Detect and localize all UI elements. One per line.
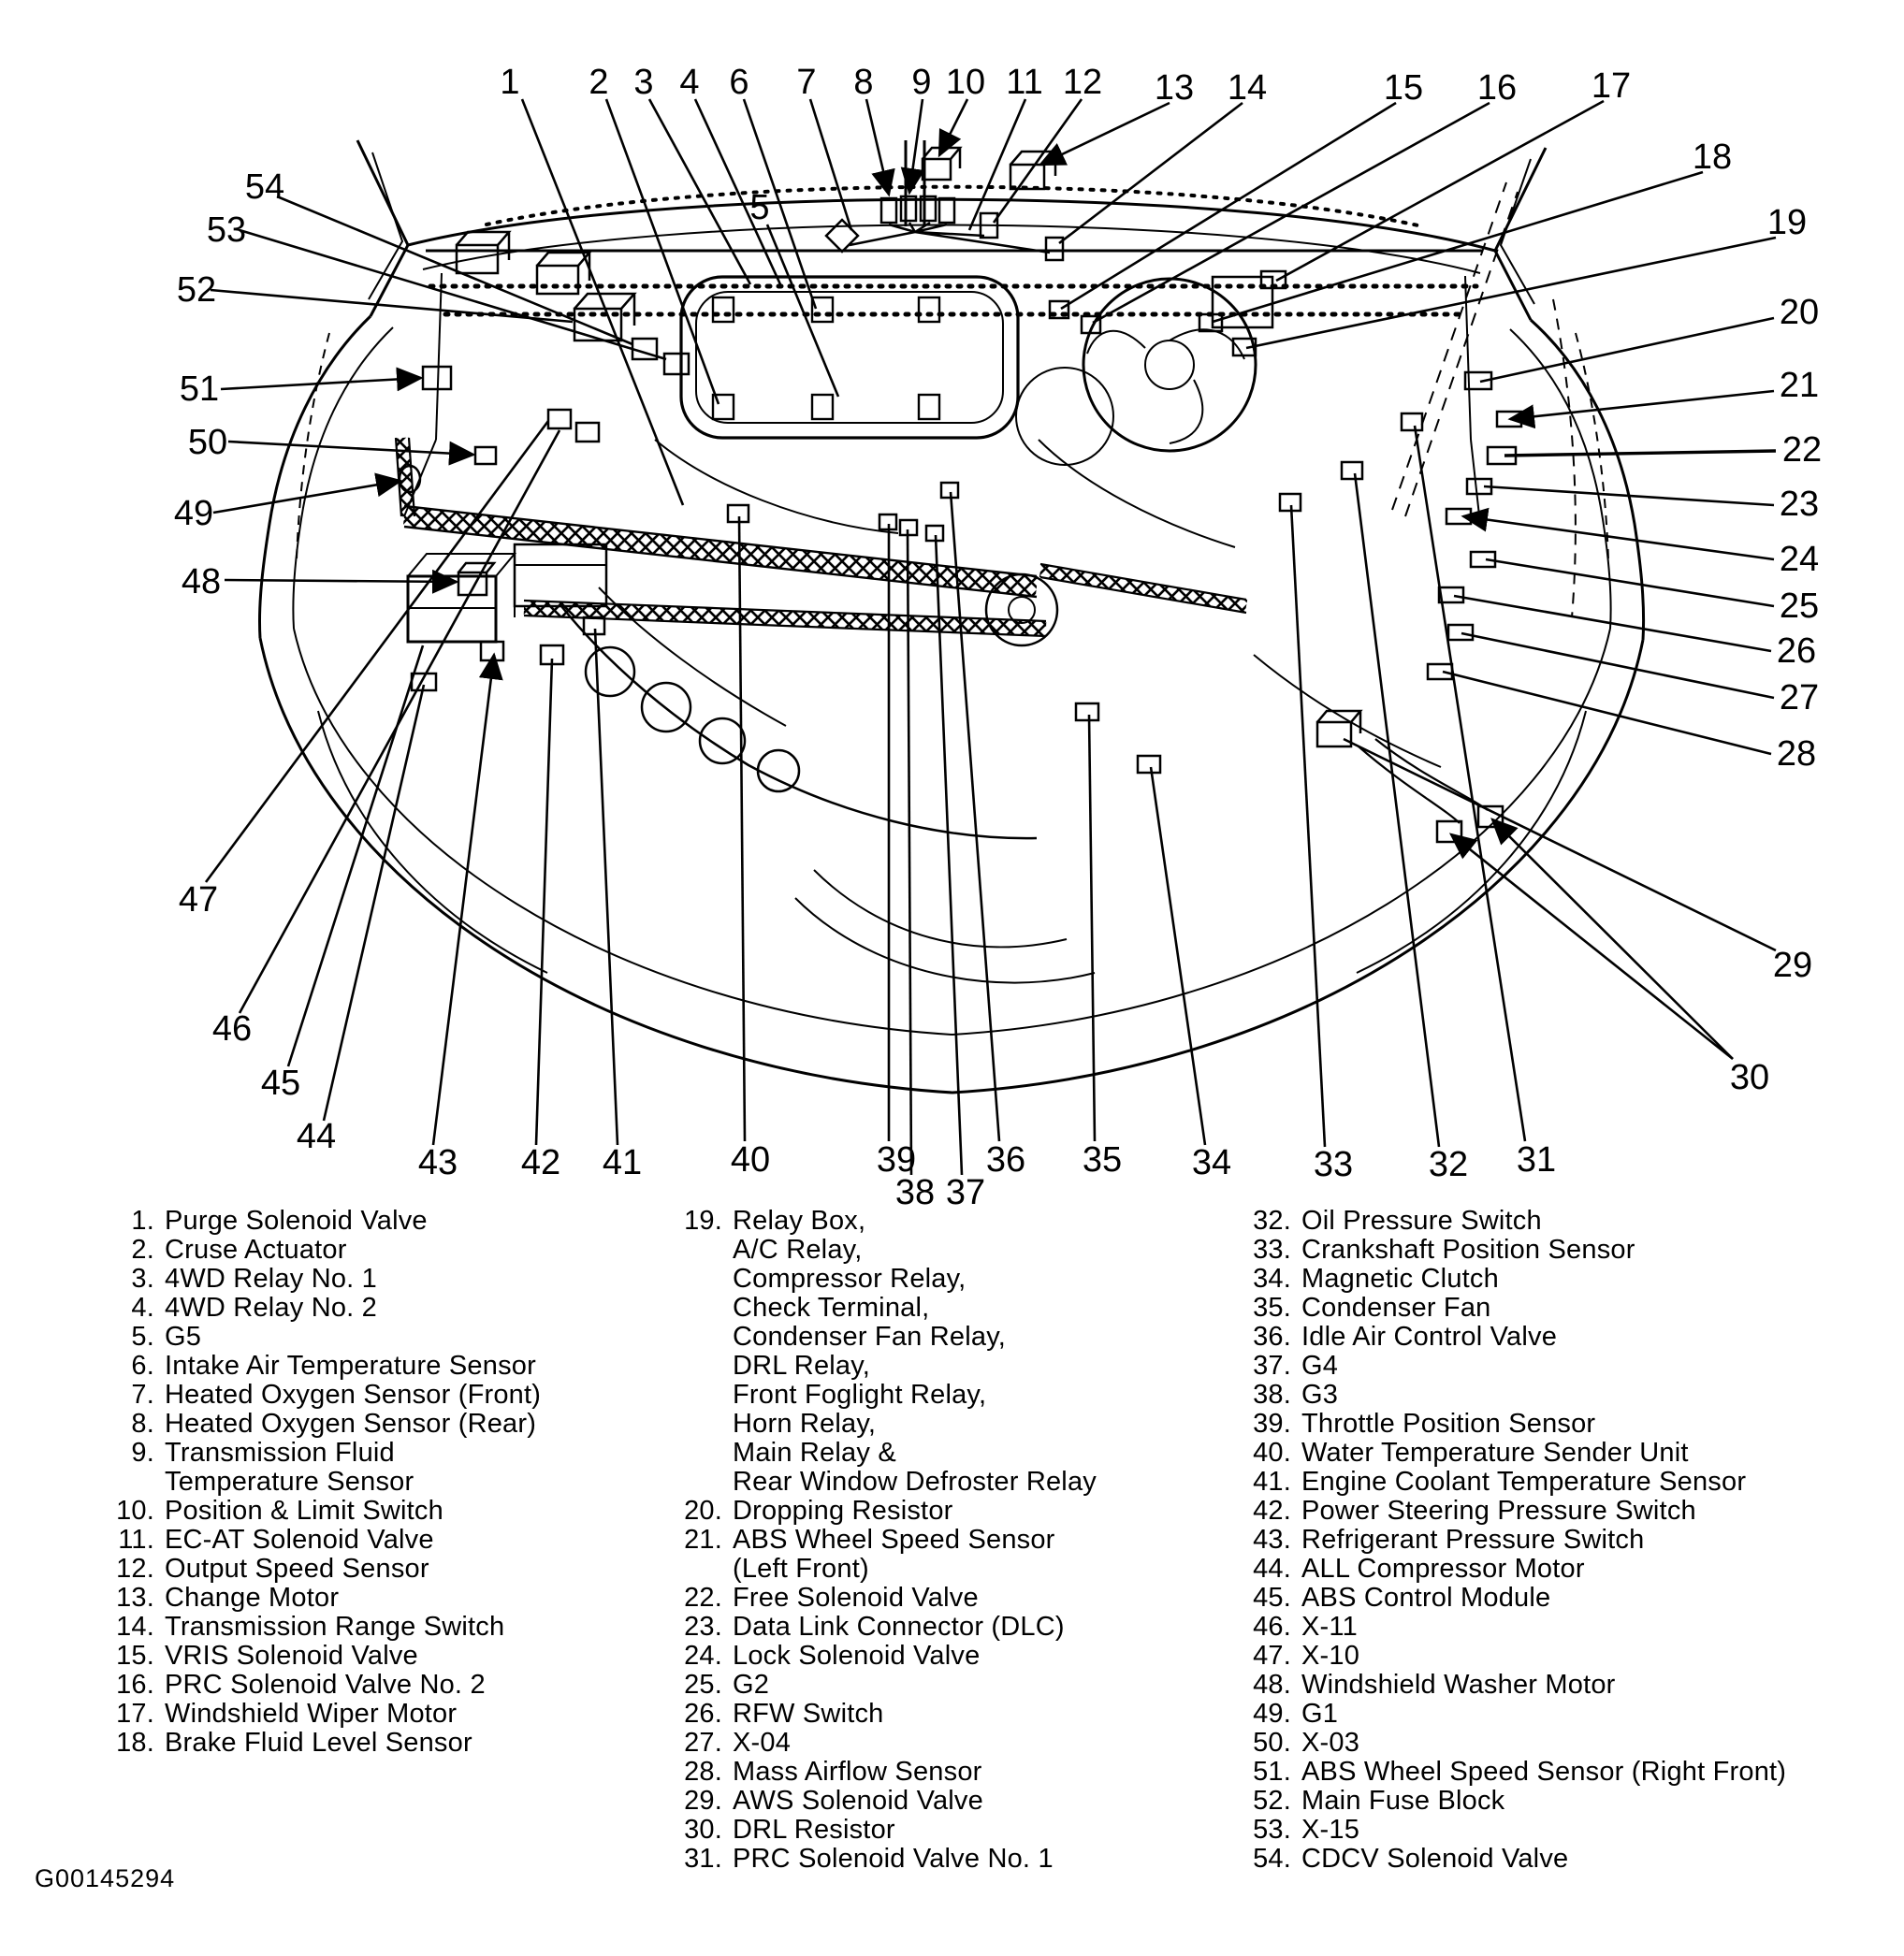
legend-item-number: 9. [131,1438,154,1468]
legend-item-number: 51. [1253,1757,1291,1787]
callout-13: 13 [1154,68,1195,108]
legend-item-number: 21. [684,1525,722,1555]
legend-item-number: 15. [116,1641,154,1671]
connector [1138,756,1160,773]
legend-item-label: Water Temperature Sender Unit [1301,1438,1689,1468]
legend-item [664,1787,1244,1816]
legend-item [1233,1294,1902,1323]
legend-item-number: 34. [1253,1264,1291,1294]
callout-8: 8 [853,63,874,102]
legend-item-number: 45. [1253,1583,1291,1613]
legend-item-number: 39. [1253,1409,1291,1439]
legend-item [1233,1497,1902,1526]
legend-item-number [664,1352,722,1381]
legend-item-label: Transmission Fluid [165,1438,395,1468]
legend-item [664,1816,1244,1845]
legend-item-label: G2 [733,1670,770,1700]
legend-item-number: 7. [131,1380,154,1410]
legend-item-number: 11. [118,1525,154,1555]
legend-item-number: 22. [684,1583,722,1613]
legend-item-number: 13. [116,1583,154,1613]
legend-item [96,1497,658,1526]
legend-item-number: 47. [1253,1641,1291,1671]
connector-box [1317,722,1351,746]
legend-item-continuation [664,1439,1244,1468]
connector [919,297,939,322]
legend-item-label: A/C Relay, [733,1235,863,1265]
legend-item-label: Dropping Resistor [733,1496,953,1526]
callout-54: 54 [244,167,285,207]
legend-item-label: 4WD Relay No. 1 [165,1264,378,1294]
legend-item [664,1613,1244,1642]
legend-item [96,1352,658,1381]
callout-38: 38 [894,1173,936,1212]
callout-53: 53 [206,210,247,250]
connector [1402,413,1422,430]
legend-item-label: X-11 [1301,1612,1358,1642]
legend-item-number [664,1236,722,1265]
legend-item-label: VRIS Solenoid Valve [165,1641,418,1671]
legend-item-label: Power Steering Pressure Switch [1301,1496,1696,1526]
legend-item [664,1758,1244,1787]
legend-item-continuation [664,1352,1244,1381]
legend-item-label: ABS Control Module [1301,1583,1551,1613]
legend-column-3 [1233,1207,1902,1874]
legend-item [96,1700,658,1729]
legend-item-number: 42. [1253,1496,1291,1526]
legend-item-number: 48. [1253,1670,1291,1700]
callout-18: 18 [1692,138,1733,177]
condenser-fan-circle [1083,279,1256,451]
legend-item-label: DRL Resistor [733,1815,895,1845]
callout-49: 49 [173,494,214,533]
legend-item-number: 12. [116,1554,154,1584]
legend-item-label: Windshield Washer Motor [1301,1670,1616,1700]
connector-box [923,159,951,180]
legend-item-continuation [664,1468,1244,1497]
legend-item-number: 3. [131,1264,154,1294]
legend-item [664,1845,1244,1874]
callout-6: 6 [729,63,749,102]
legend-item [96,1439,658,1468]
callout-32: 32 [1428,1145,1469,1184]
callout-2: 2 [589,63,609,102]
callout-19: 19 [1766,203,1808,242]
legend-item [1233,1207,1902,1236]
legend-item-continuation [664,1555,1244,1584]
legend-item-continuation [664,1236,1244,1265]
legend-item-number: 49. [1253,1699,1291,1729]
legend-item-label: Heated Oxygen Sensor (Rear) [165,1409,537,1439]
legend-item [96,1323,658,1352]
legend-column-1 [96,1207,658,1758]
legend-item-label: Purge Solenoid Valve [165,1206,428,1236]
legend-item-label: Free Solenoid Valve [733,1583,979,1613]
legend-item-label: Brake Fluid Level Sensor [165,1728,472,1758]
legend-item-label: X-10 [1301,1641,1360,1671]
legend-item-number [664,1294,722,1323]
legend-item-label: Magnetic Clutch [1301,1264,1499,1294]
legend-item-label: ABS Wheel Speed Sensor [733,1525,1055,1555]
callout-9: 9 [911,63,932,102]
legend-item [96,1265,658,1294]
legend-item-label: Check Terminal, [733,1293,930,1323]
legend-item [664,1584,1244,1613]
legend-item-number: 2. [131,1235,154,1265]
legend-item-label: Condenser Fan Relay, [733,1322,1007,1352]
legend-item-number: 18. [116,1728,154,1758]
legend-item-number: 14. [116,1612,154,1642]
callout-15: 15 [1383,68,1424,108]
callout-43: 43 [417,1143,458,1182]
connector [475,447,496,464]
legend-item-label: Refrigerant Pressure Switch [1301,1525,1645,1555]
connector [713,297,734,322]
legend-item [96,1642,658,1671]
callout-28: 28 [1776,734,1817,774]
connector [664,354,689,374]
callout-35: 35 [1082,1140,1123,1180]
callout-36: 36 [985,1140,1026,1180]
legend-item-number: 54. [1253,1844,1291,1874]
legend-item-label: DRL Relay, [733,1351,871,1381]
right-side-components [1016,271,1576,842]
leader-lines [206,99,1776,1175]
lower-engine-detail [561,440,1235,983]
connector [1428,664,1452,679]
legend-item [96,1671,658,1700]
legend-item-number: 50. [1253,1728,1291,1758]
legend-item [1233,1468,1902,1497]
legend-item-label: Main Fuse Block [1301,1786,1505,1816]
legend-item-number: 19. [684,1206,722,1236]
callout-3: 3 [633,63,654,102]
legend-item-label: Engine Coolant Temperature Sensor [1301,1467,1747,1497]
callout-34: 34 [1191,1143,1232,1182]
figure-id: G00145294 [35,1864,176,1892]
legend-item [96,1207,658,1236]
callout-41: 41 [602,1143,643,1182]
legend-item [664,1207,1244,1236]
callout-42: 42 [520,1143,561,1182]
legend-item-number: 1. [131,1206,154,1236]
legend-item [96,1584,658,1613]
legend-column-2 [664,1207,1244,1874]
callout-20: 20 [1779,293,1820,332]
legend-item-label: Transmission Range Switch [165,1612,505,1642]
legend-item-number [664,1265,722,1294]
legend-item-label: PRC Solenoid Valve No. 1 [733,1844,1054,1874]
legend-item-number: 8. [131,1409,154,1439]
legend-item-number: 31. [684,1844,722,1874]
legend-item-number [664,1555,722,1584]
component-box [515,544,606,606]
legend-item [1233,1613,1902,1642]
callout-7: 7 [796,63,817,102]
legend-item-continuation [664,1323,1244,1352]
legend-item-number: 27. [684,1728,722,1758]
legend-item-number: 23. [684,1612,722,1642]
legend-item-number [664,1381,722,1410]
legend-item-label: Intake Air Temperature Sensor [165,1351,536,1381]
callout-52: 52 [176,270,217,310]
callout-12: 12 [1062,63,1103,102]
legend-item-number: 25. [684,1670,722,1700]
legend-item-label: X-15 [1301,1815,1360,1845]
legend-item-label: (Left Front) [733,1554,869,1584]
legend-item-number: 26. [684,1699,722,1729]
callout-23: 23 [1779,485,1820,524]
legend-item [1233,1671,1902,1700]
legend-item-label: ABS Wheel Speed Sensor (Right Front) [1301,1757,1787,1787]
legend-item-number: 43. [1253,1525,1291,1555]
legend-item-label: G5 [165,1322,202,1352]
legend-item-label: Condenser Fan [1301,1293,1491,1323]
legend-item [96,1555,658,1584]
legend-item-label: Lock Solenoid Valve [733,1641,981,1671]
legend-item-label: Windshield Wiper Motor [165,1699,458,1729]
connector-box [537,266,578,294]
legend-item [96,1613,658,1642]
legend-item-number: 44. [1253,1554,1291,1584]
legend-item-label: Output Speed Sensor [165,1554,429,1584]
legend-item-number: 17. [116,1699,154,1729]
legend-item-label: Rear Window Defroster Relay [733,1467,1097,1497]
legend-item [1233,1526,1902,1555]
legend-item-number: 52. [1253,1786,1291,1816]
legend-item [664,1700,1244,1729]
legend-item-number: 24. [684,1641,722,1671]
legend-item-number [664,1439,722,1468]
legend-item-number [664,1410,722,1439]
connector [548,410,571,428]
legend-item [1233,1787,1902,1816]
legend-item-number: 10. [116,1496,154,1526]
legend-item [1233,1845,1902,1874]
legend-item-label: RFW Switch [733,1699,884,1729]
legend-item-number: 33. [1253,1235,1291,1265]
callout-4: 4 [679,63,700,102]
callout-29: 29 [1772,946,1813,985]
legend-item-continuation [664,1410,1244,1439]
callout-27: 27 [1779,678,1820,717]
legend-item-label: Crankshaft Position Sensor [1301,1235,1635,1265]
legend-item-number: 28. [684,1757,722,1787]
callout-37: 37 [945,1173,986,1212]
legend-item [96,1381,658,1410]
legend-item-label: Throttle Position Sensor [1301,1409,1596,1439]
legend-item-number: 6. [131,1351,154,1381]
legend-item [664,1526,1244,1555]
legend-item-number: 36. [1253,1322,1291,1352]
callout-16: 16 [1476,68,1518,108]
legend-item-number: 32. [1253,1206,1291,1236]
legend-item-continuation [96,1468,658,1497]
legend-item [1233,1700,1902,1729]
callout-47: 47 [178,880,219,920]
connector [919,395,939,419]
legend-item-number: 41. [1253,1467,1291,1497]
callout-50: 50 [187,423,228,462]
legend-item-label: Front Foglight Relay, [733,1380,987,1410]
legend-item [96,1236,658,1265]
legend-item-label: G1 [1301,1699,1339,1729]
legend-item [96,1294,658,1323]
legend-item [1233,1265,1902,1294]
connector [881,198,896,223]
legend-item-continuation [664,1265,1244,1294]
connector [1342,462,1362,479]
callout-39: 39 [876,1140,917,1180]
legend-item [1233,1729,1902,1758]
legend-item-number: 30. [684,1815,722,1845]
legend-item-number [96,1468,154,1497]
legend-item-label: Data Link Connector (DLC) [733,1612,1065,1642]
legend-item-label: 4WD Relay No. 2 [165,1293,378,1323]
legend-item-label: G3 [1301,1380,1339,1410]
legend-item-label: Position & Limit Switch [165,1496,443,1526]
legend-item-label: G4 [1301,1351,1339,1381]
callout-10: 10 [945,63,986,102]
callout-26: 26 [1776,631,1817,671]
callout-22: 22 [1781,430,1823,470]
callout-24: 24 [1779,540,1820,579]
legend-item-label: Heated Oxygen Sensor (Front) [165,1380,542,1410]
connector [1448,625,1473,640]
legend-item-label: EC-AT Solenoid Valve [165,1525,434,1555]
callout-21: 21 [1779,366,1820,405]
legend-item [1233,1439,1902,1468]
cowl-harness-cluster [826,140,1100,333]
legend-item-number: 16. [116,1670,154,1700]
legend-item-number: 35. [1253,1293,1291,1323]
engine-cover [681,277,1018,438]
legend-item [1233,1410,1902,1439]
legend-item [1233,1758,1902,1787]
legend-item [96,1526,658,1555]
legend-item-number: 38. [1253,1380,1291,1410]
callout-25: 25 [1779,587,1820,626]
callout-14: 14 [1227,68,1268,108]
legend-item-label: Mass Airflow Sensor [733,1757,982,1787]
legend-item [1233,1236,1902,1265]
legend-item-number: 4. [131,1293,154,1323]
legend-item-label: Temperature Sensor [165,1467,414,1497]
legend-item-continuation [664,1294,1244,1323]
callout-31: 31 [1516,1140,1557,1180]
legend-item [1233,1584,1902,1613]
legend-item-number: 53. [1253,1815,1291,1845]
legend-item-label: X-04 [733,1728,792,1758]
connector-diamond [826,220,858,252]
legend-item-label: ALL Compressor Motor [1301,1554,1585,1584]
legend-item [1233,1642,1902,1671]
connector [812,395,833,419]
callout-33: 33 [1313,1145,1354,1184]
legend-item-label: X-03 [1301,1728,1360,1758]
legend-item-label: PRC Solenoid Valve No. 2 [165,1670,486,1700]
legend-item-number [664,1468,722,1497]
legend-item-number: 20. [684,1496,722,1526]
legend-item-label: CDCV Solenoid Valve [1301,1844,1569,1874]
legend-item-number: 46. [1253,1612,1291,1642]
connector [481,642,503,660]
legend-item [96,1410,658,1439]
callout-11: 11 [1006,63,1043,102]
callout-45: 45 [260,1064,301,1103]
callout-44: 44 [296,1117,337,1156]
legend-item [664,1642,1244,1671]
connector [812,297,833,322]
callout-5: 5 [749,188,770,227]
callout-30: 30 [1729,1058,1770,1097]
legend-item-label: Idle Air Control Valve [1301,1322,1558,1352]
legend-item-label: Cruse Actuator [165,1235,347,1265]
legend-item [1233,1381,1902,1410]
connector [576,423,599,442]
legend-item-number: 5. [131,1322,154,1352]
legend-item-label: Oil Pressure Switch [1301,1206,1542,1236]
legend-item-number [664,1323,722,1352]
legend-item [1233,1323,1902,1352]
legend-item-label: Main Relay & [733,1438,896,1468]
legend-item [664,1671,1244,1700]
legend-item [1233,1555,1902,1584]
callout-51: 51 [179,369,220,409]
legend-item [96,1729,658,1758]
legend-item [1233,1816,1902,1845]
legend-item-continuation [664,1381,1244,1410]
legend-item-label: AWS Solenoid Valve [733,1786,983,1816]
callout-40: 40 [730,1140,771,1180]
legend-item-label: Horn Relay, [733,1409,877,1439]
connector [939,198,954,223]
legend-item-number: 40. [1253,1438,1291,1468]
callout-48: 48 [181,562,222,601]
legend-item [1233,1352,1902,1381]
legend-item [664,1729,1244,1758]
legend-item-label: Relay Box, [733,1206,866,1236]
legend-item [664,1497,1244,1526]
connector [1076,703,1098,720]
legend-item-number: 37. [1253,1351,1291,1381]
legend-item-label: Compressor Relay, [733,1264,967,1294]
legend-item-number: 29. [684,1786,722,1816]
callout-17: 17 [1591,66,1632,106]
callout-1: 1 [500,63,520,102]
legend-item-label: Change Motor [165,1583,340,1613]
callout-46: 46 [211,1009,253,1049]
